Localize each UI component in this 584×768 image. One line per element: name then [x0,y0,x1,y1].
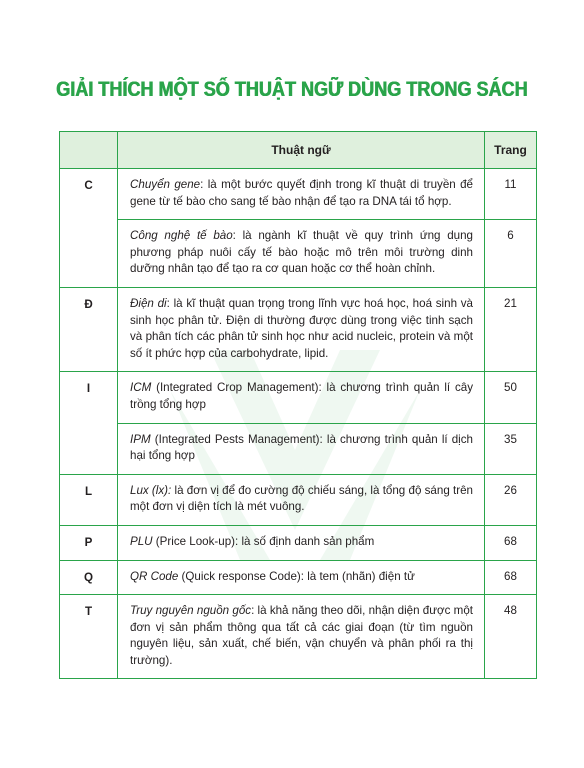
term-cell [118,287,485,371]
group-letter: Đ [60,287,118,371]
group-letter: P [60,525,118,560]
term-definition: (Quick response Code): là tem (nhãn) điện tử [178,569,415,583]
term-name: Công nghệ tế bào [130,229,233,243]
term-cell [118,169,485,220]
term-definition: (Integrated Crop Management): là chương trình quản lí cây trồng tổng hợp [130,381,473,411]
term-definition: : là khả năng theo dõi, nhận diện được một đơn vị sản phẩm thông qua tất cả các giai đoạn (từ tìm nguồn nguyên liệu, sản xuất, chế biến, vận chuyển và phân phối ra thị trường). [130,604,473,667]
term-definition: : là một bước quyết định trong kĩ thuật di truyền để gene từ tế bào cho sang tế bào nhận để tạo ra DNA tái tổ hợp. [130,178,473,208]
term-cell [118,423,485,474]
term-definition: : là ngành kĩ thuật về quy trình ứng dụng phương pháp nuôi cấy tế bào hoặc mô trên môi trường dinh dưỡng nhân tạo để tạo ra cơ quan hoặc cơ thể hoàn chỉnh. [130,229,473,276]
group-letter: Q [60,560,118,595]
term-definition: : là kĩ thuật quan trọng trong lĩnh vực hoá học, hoá sinh và sinh học phân tử. Điện di thường được dùng trong việc tinh sạch và phân tích các phân tử sinh học như acid nucleic, protein và một số ít phức hợp của carbohydrate, lipid. [130,296,473,360]
term-definition: (Integrated Pests Management): là chương trình quản lí dịch hại tổng hợp [130,432,473,463]
table-row [60,169,537,220]
page-number: 50 [485,372,537,423]
page-number: 68 [485,525,537,560]
table-row [60,525,537,560]
term-name: PLU [130,534,153,548]
term-cell [118,220,485,288]
group-letter: T [60,595,118,679]
page-number: 6 [485,220,537,288]
page-title: GIẢI THÍCH MỘT SỐ THUẬT NGỮ DÙNG TRONG SÁCH [56,78,528,101]
page-number: 48 [485,595,537,679]
group-letter: C [60,169,118,288]
term-cell [118,474,485,525]
term-name: Chuyển gene [130,178,201,191]
page-number: 68 [485,560,537,595]
table-row [60,474,537,525]
table-row [60,220,537,288]
term-definition: là đơn vị để đo cường độ chiếu sáng, là tổng độ sáng trên một đơn vị diện tích là mét vuông. [130,483,474,514]
table-row [60,595,537,679]
header-page: Trang [485,132,537,169]
table-row [60,560,537,595]
term-cell [118,525,485,560]
term-name: Truy nguyên nguồn gốc [130,604,252,618]
term-definition: (Price Look-up): là số định danh sản phẩm [152,534,375,548]
group-letter: I [60,372,118,474]
term-name: ICM [130,381,152,395]
header-letter [60,132,118,169]
table-row [60,372,537,423]
group-letter: L [60,474,118,525]
page-number: 26 [485,474,537,525]
page-number: 21 [485,287,537,371]
glossary-table [59,131,537,679]
table-row [60,423,537,474]
table-header-row [60,132,537,169]
table-row [60,287,537,371]
term-cell [118,560,485,595]
term-cell [118,372,485,423]
term-cell [118,595,485,679]
header-term: Thuật ngữ [118,132,485,169]
page-number: 35 [485,423,537,474]
term-name: Điện di [130,296,167,310]
term-name: IPM [130,432,151,446]
term-name: Lux (lx): [130,483,172,497]
term-name: QR Code [130,569,179,583]
page-number: 11 [485,169,537,220]
